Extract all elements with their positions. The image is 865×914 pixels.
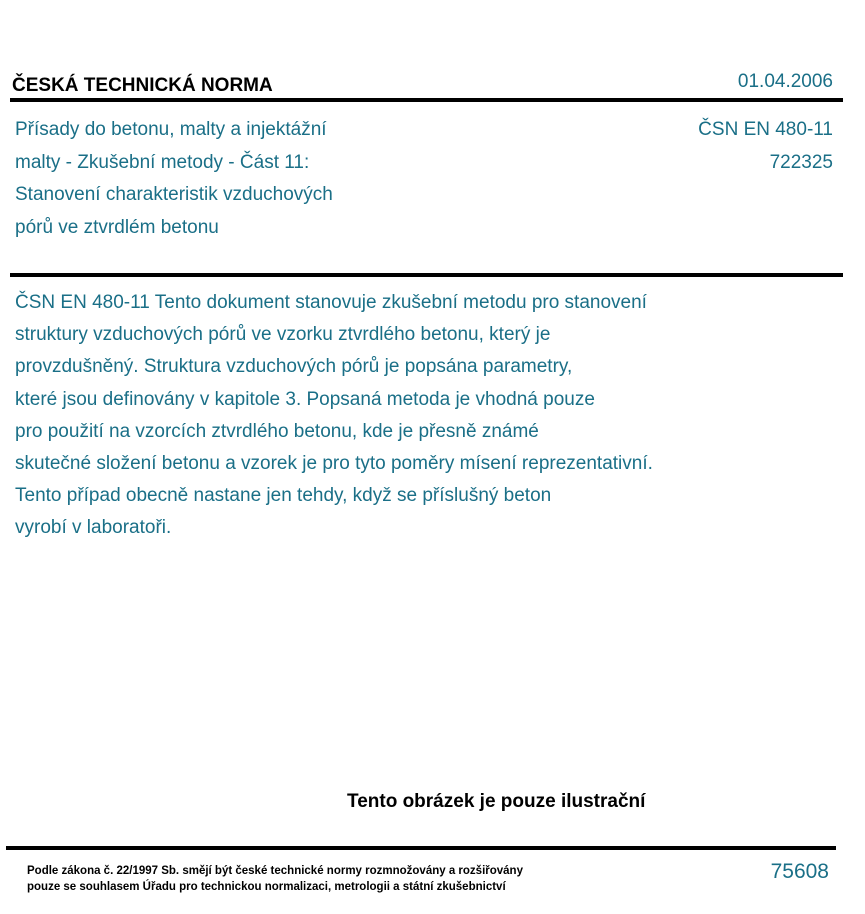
document-title-line: Přísady do betonu, malty a injektážní: [15, 119, 327, 140]
document-title-line: Stanovení charakteristik vzduchových: [15, 184, 333, 205]
document-title: [15, 114, 395, 244]
abstract-line: Tento případ obecně nastane jen tehdy, když se příslušný beton: [15, 485, 552, 507]
standard-type-title: ČESKÁ TECHNICKÁ NORMA: [12, 75, 273, 96]
abstract-line: provzdušněný. Struktura vzduchových pórů je popsána parametry,: [15, 356, 573, 378]
header-divider: [10, 98, 843, 102]
publication-date: 01.04.2006: [737, 71, 833, 92]
abstract-line: vyrobí v laboratoři.: [15, 517, 172, 539]
legal-notice-line: pouze se souhlasem Úřadu pro technickou normalizaci, metrologii a státní zkušebnictví: [27, 881, 506, 893]
abstract-line: které jsou definovány v kapitole 3. Popsaná metoda je vhodná pouze: [15, 388, 595, 410]
footer-divider: [6, 846, 836, 850]
standard-code: ČSN EN 480-11: [698, 119, 833, 140]
legal-notice-line: Podle zákona č. 22/1997 Sb. smějí být české technické normy rozmnožovány a rozšiřovány: [27, 865, 523, 877]
document-identifiers: [698, 114, 833, 179]
illustration-notice: Tento obrázek je pouze ilustrační: [347, 791, 646, 812]
document-title-line: malty - Zkušební metody - Část 11:: [15, 151, 310, 173]
abstract-line: pro použití na vzorcích ztvrdlého betonu, kde je přesně známé: [15, 420, 539, 442]
catalog-number: 75608: [770, 860, 829, 883]
abstract-line: ČSN EN 480-11 Tento dokument stanovuje zkušební metodu pro stanovení: [15, 292, 647, 313]
legal-notice: [27, 863, 523, 895]
document-title-line: pórů ve ztvrdlém betonu: [15, 216, 219, 238]
abstract-text: [15, 287, 815, 545]
title-divider: [10, 273, 843, 277]
abstract-line: struktury vzduchových pórů ve vzorku ztvrdlého betonu, který je: [15, 324, 551, 346]
class-number: 722325: [769, 151, 833, 173]
abstract-line: skutečné složení betonu a vzorek je pro tyto poměry mísení reprezentativní.: [15, 453, 653, 475]
